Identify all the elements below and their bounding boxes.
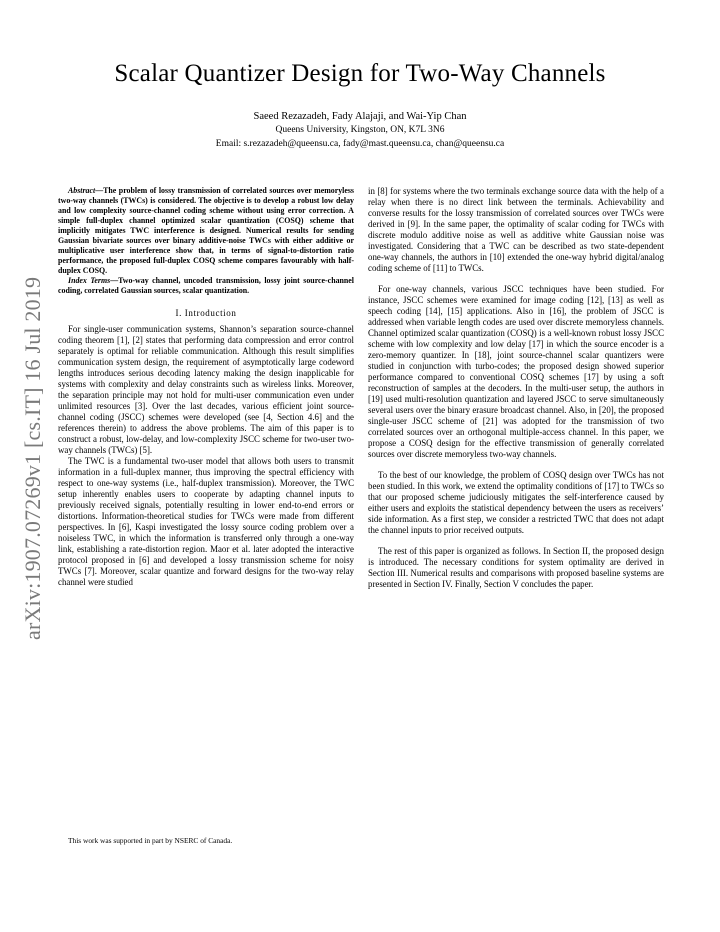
author-list: Saeed Rezazadeh, Fady Alajaji, and Wai-Yip Chan bbox=[253, 111, 467, 122]
footnote: This work was supported in part by NSERC of Canada. bbox=[68, 836, 233, 845]
right-column bbox=[368, 186, 664, 590]
paragraph: The rest of this paper is organized as follows. In Section II, the proposed design is introduced. The necessary conditions for system optimality are derived in Section III. Numerical results and comparisons with proposed baseline systems are presented in Section IV. Finally, Section V concludes the paper. bbox=[368, 546, 664, 589]
paragraph: in [8] for systems where the two terminals exchange source data with the help of a relay when there is no direct link between the terminals. Achievability and converse results for the lossy transmission of correlated sources over TWCs were derived in [9]. In the same paper, the optimality of scalar coding for TWCs with discrete modulo additive noise as well as additive white Gaussian noise was investigated. Considering that a TWC can be described as two state-dependent one-way channels, the authors in [10] extended the one-way hybrid digital/analog coding scheme of [11] to TWCs. bbox=[368, 186, 664, 273]
index-terms-text: —Two-way channel, uncoded transmission, lossy joint source-channel coding, correlated Gaussian sources, scalar quantization. bbox=[58, 276, 354, 295]
paper-title: Scalar Quantizer Design for Two-Way Channels bbox=[114, 60, 606, 87]
index-terms bbox=[58, 276, 354, 296]
abstract-text: —The problem of lossy transmission of correlated sources over memoryless two-way channels (TWCs) is considered. The objective is to develop a robust low delay and low complexity source-channel coding scheme without using error correction. A simple full-duplex channel optimized scalar quantization (COSQ) scheme that implicitly mitigates TWC interference is designed. Numerical results for sending Gaussian bivariate sources over binary additive-noise TWCs with either additive or multiplicative user interference show that, in terms of signal-to-distortion ratio performance, the proposed full-duplex COSQ scheme compares favourably with half-duplex COSQ. bbox=[58, 186, 354, 275]
arxiv-stamp: arXiv:1907.07269v1 [cs.IT] 16 Jul 2019 bbox=[20, 276, 45, 640]
paragraph: For single-user communication systems, Shannon’s separation source-channel coding theorem [1], [2] states that performing data compression and error control separately is optimal for reliable communication. Although this result simplifies communication system design, the requirement of asymptotically large codeword lengths introduces serious decoding latency making the design inapplicable for systems with complexity and delay constraints such as wireless links. Moreover, the separation principle may not hold for multi-user communication even under unlimited resources [3]. Over the last decades, various efficient joint source-channel coding (JSCC) schemes were developed (see [4, Section 4.6] and the references therein) to address the above problems. The aim of this paper is to construct a robust, low-delay, and low-complexity JSCC scheme for two-user two-way channels (TWCs) [5]. bbox=[58, 324, 354, 455]
paragraph: For one-way channels, various JSCC techniques have been studied. For instance, JSCC schemes were examined for image coding [12], [13] as well as speech coding [14], [15] applications. Also in [16], the problem of JSCC is addressed when variable length codes are used over discrete memoryless channels. Channel optimized scalar quantization (COSQ) is a well-known robust lossy JSCC scheme with low complexity and low delay [17] in which the source encoder is a zero-memory quantizer. In [18], joint source-channel scalar quantizers were studied in conjunction with turbo-codes; the proposed design showed superior performance compared to conventional COSQ schemes [17] by using a soft reconstruction of samples at the decoders. In the multi-user setup, the authors in [19] used multi-resolution quantization and layered JSCC to serve simultaneously several users over the binary erasure broadcast channel. Also, in [20], the proposed single-user JSCC scheme of [21] was adopted for the transmission of two correlated sources over an orthogonal multiple-access channel. In this paper, we propose a COSQ design for the effective transmission of generally correlated sources over discrete memoryless two-way channels. bbox=[368, 284, 664, 459]
email-line: Email: s.rezazadeh@queensu.ca, fady@mast.queensu.ca, chan@queensu.ca bbox=[215, 139, 505, 149]
index-terms-lead: Index Terms bbox=[68, 276, 111, 285]
paragraph: To the best of our knowledge, the problem of COSQ design over TWCs has not been studied. In this work, we extend the optimality conditions of [17] to TWCs so that our proposed scheme judiciously mitigates the self-interference caused by either users and exploits the statistical dependency between the users as receivers’ side information. As a first step, we consider a restricted TWC that does not adapt the channel inputs to prior received outputs. bbox=[368, 470, 664, 535]
paragraph: The TWC is a fundamental two-user model that allows both users to transmit information in a full-duplex manner, thus improving the spectral efficiency with respect to one-way systems (i.e., half-duplex transmission). Moreover, the TWC setup inherently enables users to cooperate by adapting channel inputs to previously received signals, potentially resulting in lower end-to-end errors or distortions. Information-theoretical studies for TWCs were made from different perspectives. In [6], Kaspi investigated the lossy source coding problem over a noiseless TWC, in which the information is transferred only through a one-way link, establishing a rate-distortion region. Maor et al. later adopted the interactive protocol proposed in [6] and developed a lossy transmission scheme for noisy TWCs [7]. Moreover, scalar quantize and forward designs for the two-way relay channel were studied bbox=[58, 456, 354, 587]
abstract-lead: Abstract bbox=[68, 186, 96, 195]
left-column bbox=[58, 186, 354, 588]
affiliation: Queens University, Kingston, ON, K7L 3N6 bbox=[275, 125, 445, 135]
section-heading: I. Introduction bbox=[175, 308, 237, 318]
abstract bbox=[58, 186, 354, 276]
